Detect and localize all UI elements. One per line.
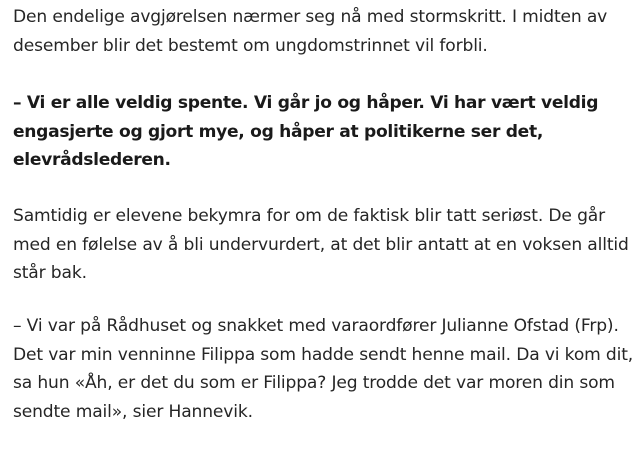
quote-paragraph <box>13 89 598 175</box>
paragraph-line: Samtidig er elevene bekymra for om de faktisk blir tatt seriøst. De går <box>13 206 605 226</box>
paragraph-line: Den endelige avgjørelsen nærmer seg nå med stormskritt. I midten av <box>13 7 608 27</box>
paragraph-concern <box>13 202 629 288</box>
quote-line: engasjerte og gjort mye, og håper at politikerne ser det, <box>13 121 544 142</box>
paragraph-line: med en følelse av å bli undervurdert, at det blir antatt at en voksen alltid <box>13 234 629 255</box>
paragraph-line: desember blir det bestemt om ungdomstrinnet vil forbli. <box>13 35 488 56</box>
paragraph-line: står bak. <box>13 263 87 283</box>
paragraph-line: Det var min venninne Filippa som hadde sendt henne mail. Da vi kom dit, <box>13 344 634 365</box>
paragraph-line: sendte mail», sier Hannevik. <box>13 401 253 422</box>
quote-line: elevrådslederen. <box>13 150 171 170</box>
paragraph-line: – Vi var på Rådhuset og snakket med varaordfører Julianne Ofstad (Frp). <box>13 316 619 336</box>
paragraph-decision <box>13 3 607 60</box>
paragraph-city-hall <box>13 312 633 426</box>
paragraph-line: sa hun «Åh, er det du som er Filippa? Jeg trodde det var moren din som <box>13 373 615 393</box>
quote-line: – Vi er alle veldig spente. Vi går jo og håper. Vi har vært veldig <box>13 93 599 113</box>
